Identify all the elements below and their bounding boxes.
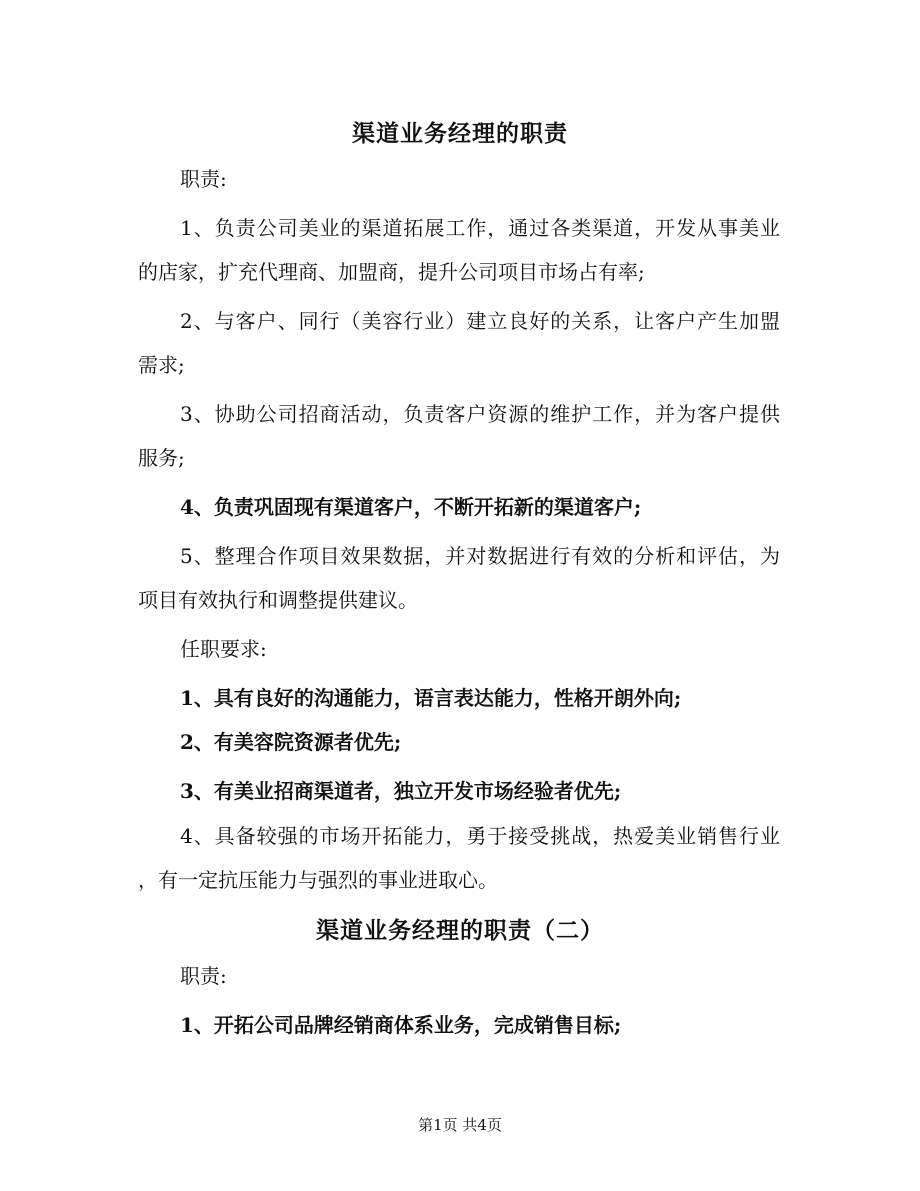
requirement-4-line-1: 4、具备较强的市场开拓能力，勇于接受挑战，热爱美业销售行业 <box>180 824 780 848</box>
duty-4: 4、负责巩固现有渠道客户，不断开拓新的渠道客户; <box>180 495 642 519</box>
requirement-2: 2、有美容院资源者优先; <box>180 730 402 754</box>
page-indicator: 第1页 共4页 <box>418 1116 502 1134</box>
requirement-1: 1、具有良好的沟通能力，语言表达能力，性格开朗外向; <box>180 686 682 710</box>
duty-1-line-2: 的店家，扩充代理商、加盟商，提升公司项目市场占有率; <box>138 260 645 284</box>
requirement-3: 3、有美业招商渠道者，独立开发市场经验者优先; <box>180 779 622 803</box>
requirements-label: 任职要求: <box>180 637 267 661</box>
duty-5-line-1: 5、整理合作项目效果数据，并对数据进行有效的分析和评估，为 <box>180 544 780 568</box>
duty-3-line-1: 3、协助公司招商活动，负责客户资源的维护工作，并为客户提供 <box>180 402 780 426</box>
duty-5-line-2: 项目有效执行和调整提供建议。 <box>138 588 418 612</box>
duty-2-line-1: 2、与客户、同行（美容行业）建立良好的关系，让客户产生加盟 <box>180 309 780 333</box>
duty-3-line-2: 服务; <box>138 446 185 470</box>
section-2-duties-label: 职责: <box>180 964 227 988</box>
duty-2-line-2: 需求; <box>138 353 185 377</box>
section-2-duty-1: 1、开拓公司品牌经销商体系业务，完成销售目标; <box>180 1013 622 1037</box>
section-2-title: 渠道业务经理的职责（二） <box>316 917 604 944</box>
duty-1-line-1: 1、负责公司美业的渠道拓展工作，通过各类渠道，开发从事美业 <box>180 216 780 240</box>
document-title: 渠道业务经理的职责 <box>352 120 568 147</box>
duties-label: 职责: <box>180 167 227 191</box>
requirement-4-line-2: ，有一定抗压能力与强烈的事业进取心。 <box>138 868 498 892</box>
